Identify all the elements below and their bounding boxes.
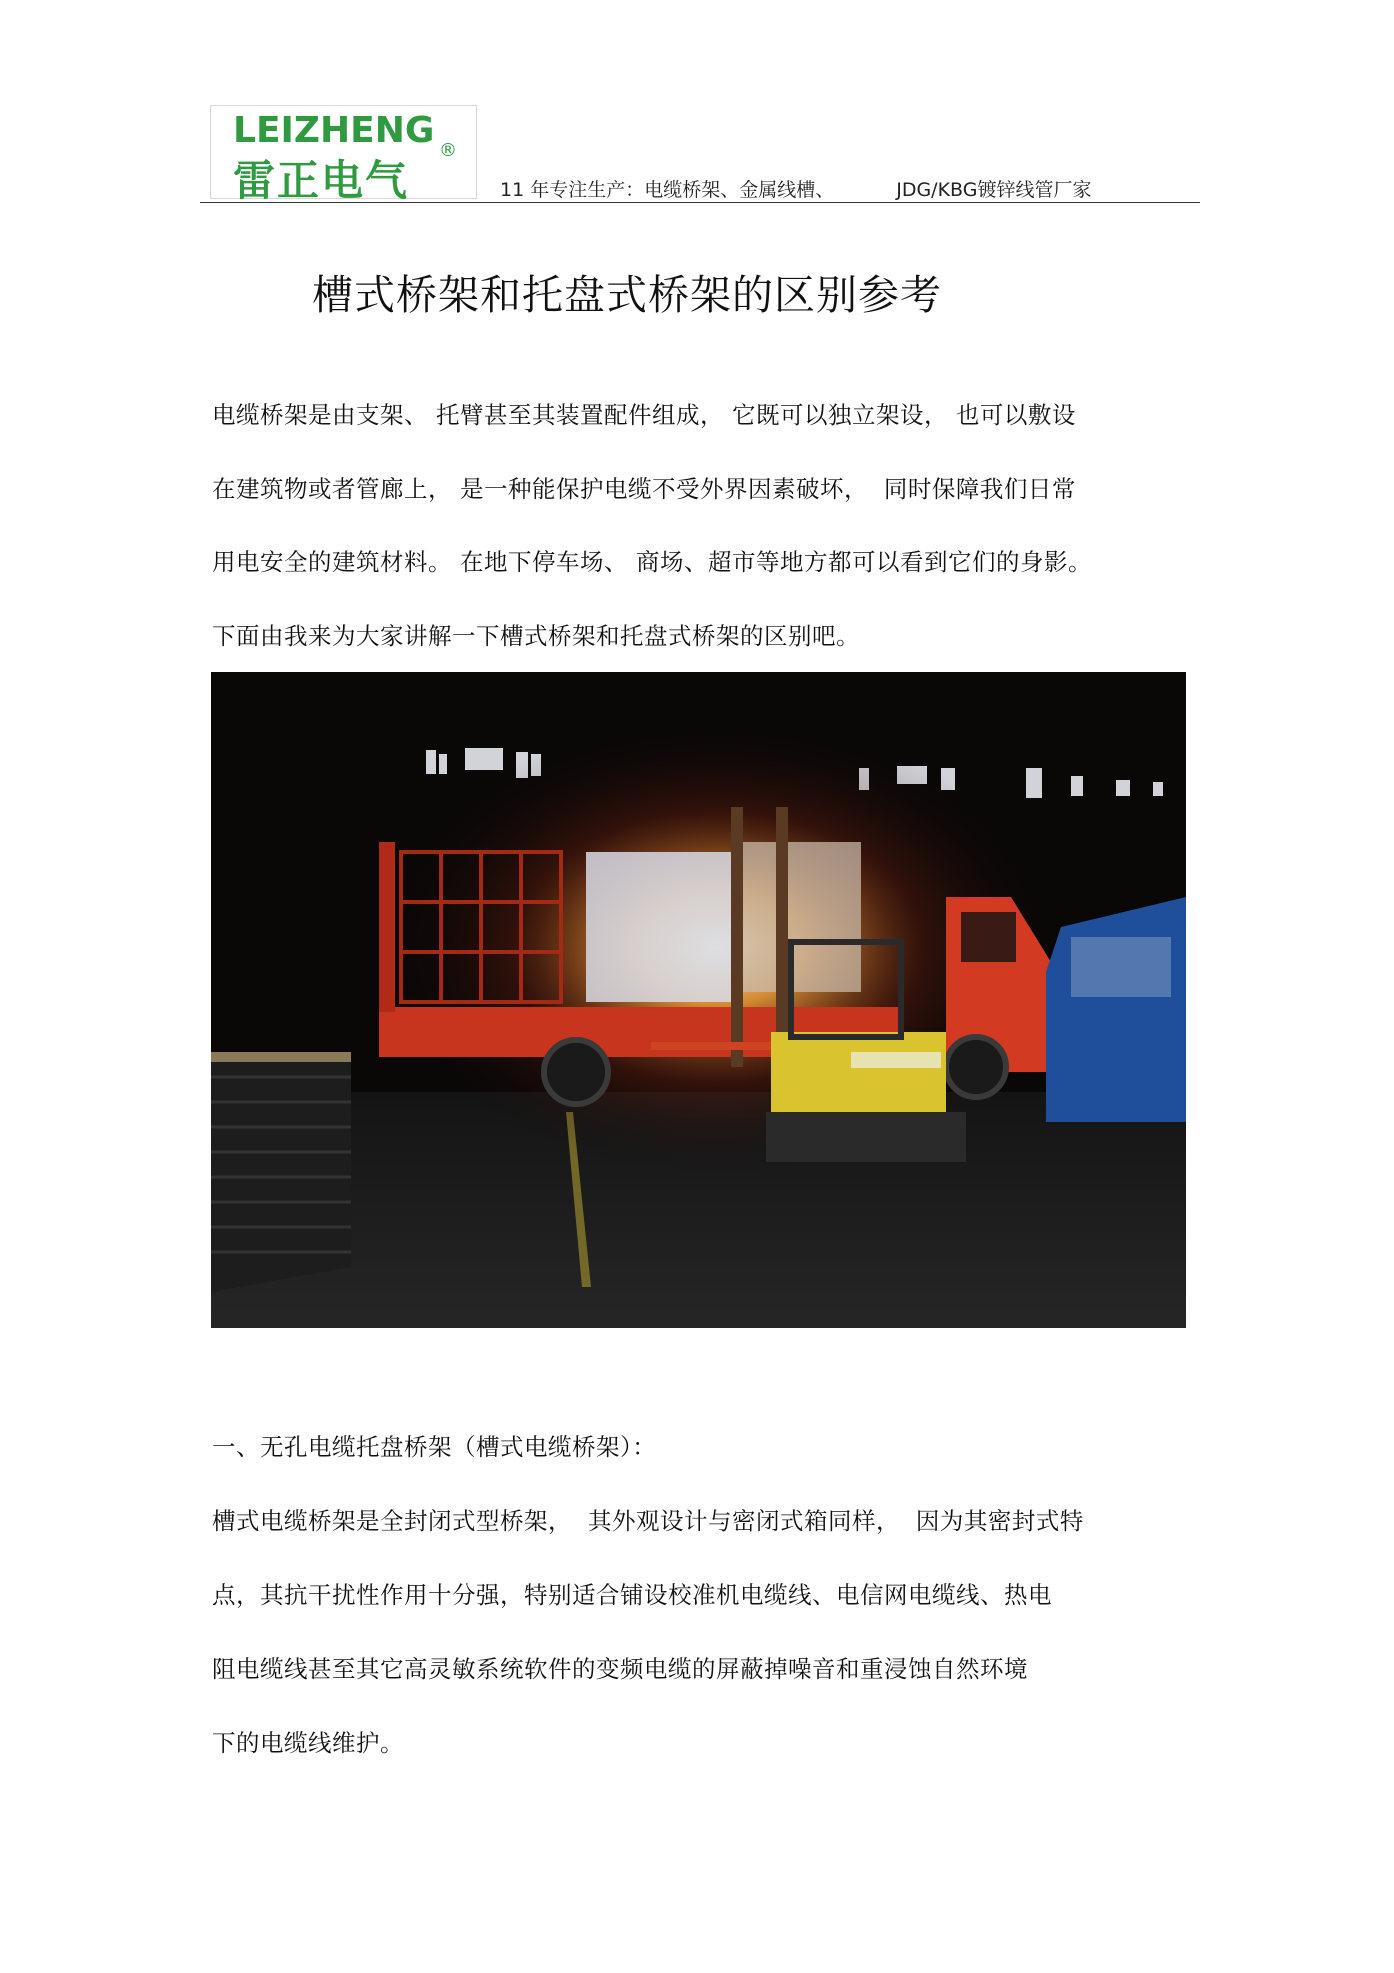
section-1-line-3: 阻电缆线甚至其它高灵敏系统软件的变频电缆的屏蔽掉噪音和重浸蚀自然环境 <box>212 1655 1028 1683</box>
logo-chinese-text: 雷正电气 <box>233 156 410 205</box>
header-tagline <box>500 175 1091 202</box>
company-logo <box>210 105 477 205</box>
registered-mark: ® <box>439 140 457 161</box>
intro-line-2: 在建筑物或者管廊上， 是一种能保护电缆不受外界因素破坏， 同时保障我们日常 <box>212 475 1076 503</box>
warehouse-loading-photo <box>211 672 1186 1328</box>
tagline-conduit: JDG/KBG镀锌线管厂家 <box>896 179 1092 201</box>
section-1-heading: 一、无孔电缆托盘桥架（槽式电缆桥架）： <box>212 1433 657 1461</box>
tagline-products: 11 年专注生产：电缆桥架、金属线槽、 <box>500 179 835 201</box>
intro-line-1: 电缆桥架是由支架、 托臂甚至其装置配件组成， 它既可以独立架设， 也可以敷设 <box>212 401 1076 429</box>
section-1-line-1: 槽式电缆桥架是全封闭式型桥架， 其外观设计与密闭式箱同样， 因为其密封式特 <box>212 1507 1084 1535</box>
document-header <box>200 103 1200 203</box>
intro-line-3: 用电安全的建筑材料。 在地下停车场、 商场、超市等地方都可以看到它们的身影。 <box>212 548 1092 576</box>
document-title: 槽式桥架和托盘式桥架的区别参考 <box>312 271 942 319</box>
section-1-line-4: 下的电缆线维护。 <box>212 1729 404 1757</box>
intro-line-4: 下面由我来为大家讲解一下槽式桥架和托盘式桥架的区别吧。 <box>212 622 860 650</box>
logo-english-text: LEIZHENG <box>233 110 435 151</box>
header-divider <box>200 202 1200 203</box>
section-1-line-2: 点，其抗干扰性作用十分强，特别适合铺设校准机电缆线、电信网电缆线、热电 <box>212 1581 1052 1609</box>
